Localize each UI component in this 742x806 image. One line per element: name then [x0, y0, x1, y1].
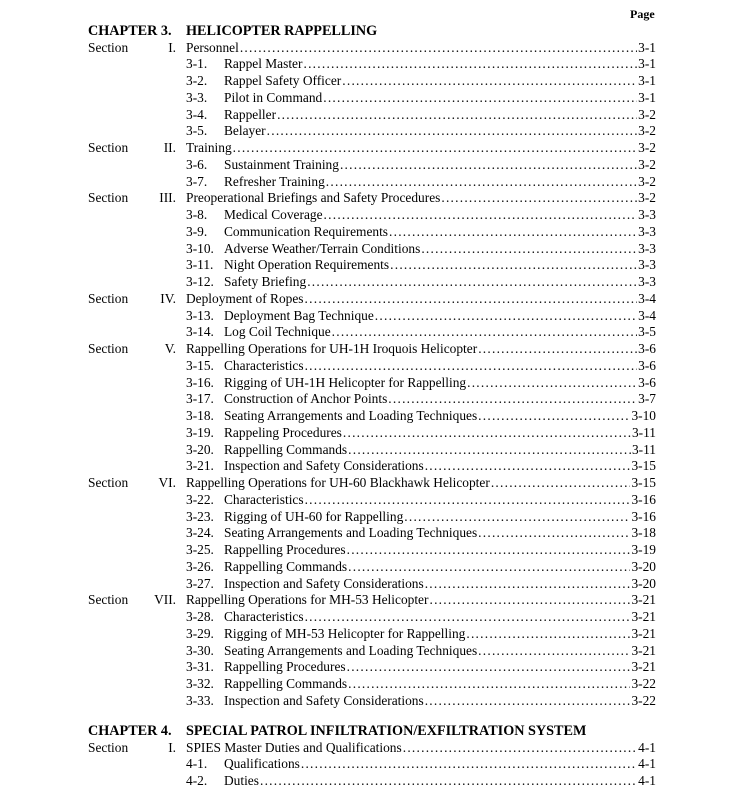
entry-title: SPIES Master Duties and Qualifications	[186, 739, 402, 755]
toc-item-row[interactable]	[88, 525, 656, 542]
item-number: 3-9.	[186, 223, 208, 239]
section-row[interactable]	[88, 40, 656, 57]
item-number: 3-1.	[186, 56, 208, 72]
page-number: 3-16	[631, 508, 656, 524]
toc-item-row[interactable]	[88, 257, 656, 274]
section-number: II.	[163, 140, 176, 155]
page-number: 3-19	[631, 542, 656, 557]
section-number: VI.	[158, 475, 176, 490]
dot-leader	[301, 756, 637, 773]
dot-leader	[375, 308, 637, 325]
page-number: 3-2	[638, 140, 656, 155]
toc-entry	[186, 659, 656, 676]
toc-entry	[186, 190, 656, 207]
item-number: 3-28.	[186, 609, 214, 624]
page-number: 3-1	[638, 39, 656, 55]
entry-title: Rappelling Operations for MH-53 Helicopter	[186, 592, 429, 608]
toc-entry	[186, 375, 656, 392]
toc-item-row[interactable]	[88, 207, 656, 224]
page-number: 4-1	[638, 773, 656, 788]
toc-item-row[interactable]	[88, 123, 656, 140]
section-row[interactable]	[88, 592, 656, 609]
entry-title: Pilot in Command	[224, 89, 323, 105]
page-number: 3-6	[638, 341, 656, 356]
toc-entry	[186, 740, 656, 757]
toc-item-row[interactable]	[88, 241, 656, 258]
toc-item-row[interactable]	[88, 626, 656, 643]
toc-entry	[186, 559, 656, 576]
page-number: 3-18	[631, 525, 656, 541]
section-row[interactable]	[88, 140, 656, 157]
dot-leader	[307, 274, 637, 291]
page-number: 3-22	[631, 676, 656, 691]
item-number: 3-23.	[186, 508, 214, 524]
toc-entry	[186, 291, 656, 308]
item-number: 3-32.	[186, 676, 214, 691]
dot-leader	[491, 475, 631, 492]
item-number: 4-1.	[186, 756, 208, 772]
toc-item-row[interactable]	[88, 375, 656, 392]
section-number: VII.	[154, 592, 176, 608]
toc-item-row[interactable]	[88, 274, 656, 291]
toc-entry	[186, 140, 656, 157]
toc-item-row[interactable]	[88, 391, 656, 408]
toc-item-row[interactable]	[88, 773, 656, 790]
dot-leader	[347, 542, 631, 559]
item-number: 3-17.	[186, 391, 214, 407]
dot-leader	[342, 73, 637, 90]
item-number: 3-2.	[186, 73, 208, 88]
page-number: 3-21	[631, 625, 656, 641]
page-number: 3-2	[638, 123, 656, 139]
page-number: 3-4	[638, 290, 656, 306]
toc-item-row[interactable]	[88, 425, 656, 442]
page-number: 3-3	[638, 223, 656, 239]
toc-item-row[interactable]	[88, 458, 656, 475]
toc-entry	[186, 525, 656, 542]
entry-title: Characteristics	[224, 357, 304, 373]
section-number: IV.	[160, 290, 176, 306]
entry-title: Characteristics	[224, 609, 304, 624]
item-number: 3-18.	[186, 408, 214, 423]
entry-title: Duties	[224, 773, 259, 788]
section-number: I.	[168, 739, 176, 755]
item-number: 3-14.	[186, 324, 214, 340]
page-number: 3-22	[631, 692, 656, 708]
entry-title: Qualifications	[224, 756, 300, 772]
page-number: 3-15	[631, 458, 656, 474]
entry-title: Log Coil Technique	[224, 324, 331, 340]
entry-title: Rappelling Commands	[224, 441, 348, 457]
page-number: 3-20	[631, 575, 656, 591]
toc-entry	[186, 492, 656, 509]
toc-entry	[186, 324, 656, 341]
chapter-title: SPECIAL PATROL INFILTRATION/EXFILTRATION SYSTEM	[186, 723, 587, 739]
toc-item-row[interactable]	[88, 676, 656, 693]
dot-leader	[467, 375, 637, 392]
item-number: 3-7.	[186, 173, 208, 189]
entry-title: Rappelling Commands	[224, 558, 348, 574]
section-label: Section	[88, 341, 129, 356]
entry-title: Rigging of UH-60 for Rappelling	[224, 508, 404, 524]
toc-item-row[interactable]	[88, 643, 656, 660]
entry-title: Night Operation Requirements	[224, 257, 390, 273]
item-number: 3-24.	[186, 525, 214, 541]
toc-item-row[interactable]	[88, 659, 656, 676]
dot-leader	[324, 207, 638, 224]
dot-leader	[389, 224, 637, 241]
section-label: Section	[88, 39, 129, 55]
dot-leader	[421, 241, 637, 258]
dot-leader	[348, 676, 630, 693]
section-row[interactable]	[88, 341, 656, 358]
dot-leader	[425, 693, 631, 710]
dot-leader	[388, 391, 637, 408]
toc-entry	[186, 626, 656, 643]
page-number: 3-6	[638, 374, 656, 390]
item-number: 3-13.	[186, 307, 214, 323]
page-number: 3-2	[638, 173, 656, 189]
item-number: 3-11.	[186, 257, 214, 273]
toc-entry	[186, 358, 656, 375]
entry-title: Communication Requirements	[224, 223, 389, 239]
toc-entry	[186, 442, 656, 459]
dot-leader	[260, 773, 637, 790]
dot-leader	[240, 40, 637, 57]
dot-leader	[332, 324, 637, 341]
dot-leader	[478, 525, 630, 542]
item-number: 3-6.	[186, 156, 208, 172]
section-number: V.	[164, 341, 176, 356]
entry-title: Rigging of MH-53 Helicopter for Rappelling	[224, 625, 466, 641]
dot-leader	[340, 157, 637, 174]
toc-item-row[interactable]	[88, 542, 656, 559]
entry-title: Rappeller	[224, 106, 277, 122]
dot-leader	[478, 341, 637, 358]
page-number: 3-21	[631, 659, 656, 675]
item-number: 3-31.	[186, 659, 214, 675]
page-number: 3-3	[638, 274, 656, 289]
toc-item-row[interactable]	[88, 358, 656, 375]
item-number: 3-22.	[186, 491, 214, 507]
toc-entry	[186, 123, 656, 140]
dot-leader	[305, 609, 631, 626]
section-label: Section	[88, 290, 129, 306]
entry-title: Personnel	[186, 39, 239, 55]
section-label: Section	[88, 475, 129, 490]
toc-item-row[interactable]	[88, 174, 656, 191]
chapter-heading	[88, 722, 586, 740]
entry-title: Rappelling Operations for UH-1H Iroquois Helicopter	[186, 341, 478, 356]
toc-item-row[interactable]	[88, 107, 656, 124]
entry-title: Inspection and Safety Considerations	[224, 575, 424, 591]
toc-entry	[186, 341, 656, 358]
page-number: 3-20	[631, 558, 656, 574]
section-row[interactable]	[88, 475, 656, 492]
entry-title: Deployment Bag Technique	[224, 307, 374, 323]
dot-leader	[429, 592, 630, 609]
section-row[interactable]	[88, 190, 656, 207]
toc-item-row[interactable]	[88, 324, 656, 341]
entry-title: Inspection and Safety Considerations	[224, 458, 424, 474]
dot-leader	[348, 559, 630, 576]
toc-entry	[186, 90, 656, 107]
page-number: 3-3	[638, 240, 656, 256]
page-number: 3-3	[638, 257, 656, 273]
dot-leader	[343, 425, 631, 442]
page-number: 3-4	[638, 307, 656, 323]
toc-entry	[186, 174, 656, 191]
toc-entry	[186, 157, 656, 174]
dot-leader	[303, 56, 637, 73]
toc-entry	[186, 274, 656, 291]
entry-title: Deployment of Ropes	[186, 290, 304, 306]
item-number: 3-3.	[186, 89, 208, 105]
page-number: 4-1	[638, 756, 656, 772]
page-number: 3-21	[631, 609, 656, 624]
entry-title: Seating Arrangements and Loading Techniques	[224, 642, 478, 658]
toc-entry	[186, 391, 656, 408]
toc-item-row[interactable]	[88, 308, 656, 325]
entry-title: Inspection and Safety Considerations	[224, 692, 424, 708]
entry-title: Rappeling Procedures	[224, 424, 342, 440]
toc-item-row[interactable]	[88, 408, 656, 425]
toc-item-row[interactable]	[88, 576, 656, 593]
toc-entry	[186, 40, 656, 57]
entry-title: Preoperational Briefings and Safety Procedures	[186, 190, 441, 206]
toc-item-row[interactable]	[88, 559, 656, 576]
page-number: 3-2	[638, 156, 656, 172]
entry-title: Rappelling Operations for UH-60 Blackhawk Helicopter	[186, 475, 490, 490]
page-number: 3-2	[638, 190, 656, 206]
toc-entry	[186, 475, 656, 492]
toc-item-row[interactable]	[88, 157, 656, 174]
page-number: 3-2	[638, 106, 656, 122]
toc-item-row[interactable]	[88, 90, 656, 107]
dot-leader	[347, 659, 631, 676]
dot-leader	[305, 358, 638, 375]
item-number: 3-8.	[186, 207, 208, 222]
item-number: 3-33.	[186, 692, 214, 708]
section-label: Section	[88, 739, 129, 755]
page-number: 3-3	[638, 207, 656, 222]
dot-leader	[478, 408, 630, 425]
dot-leader	[390, 257, 637, 274]
chapter-title: HELICOPTER RAPPELLING	[186, 23, 378, 39]
toc-item-row[interactable]	[88, 56, 656, 73]
item-number: 3-26.	[186, 558, 214, 574]
toc-entry	[186, 773, 656, 790]
toc-item-row[interactable]	[88, 609, 656, 626]
entry-title: Safety Briefing	[224, 274, 307, 289]
toc-entry	[186, 676, 656, 693]
toc-item-row[interactable]	[88, 442, 656, 459]
toc-item-row[interactable]	[88, 756, 656, 773]
dot-leader	[425, 576, 631, 593]
section-label: Section	[88, 190, 129, 206]
toc-entry	[186, 56, 656, 73]
item-number: 3-5.	[186, 123, 208, 139]
page-number: 3-7	[638, 391, 656, 407]
item-number: 3-25.	[186, 542, 214, 557]
entry-title: Medical Coverage	[224, 207, 323, 222]
item-number: 3-30.	[186, 642, 214, 658]
item-number: 3-21.	[186, 458, 214, 474]
dot-leader	[348, 442, 631, 459]
toc-entry	[186, 207, 656, 224]
toc-entry	[186, 408, 656, 425]
section-number: III.	[159, 190, 176, 206]
toc-entry	[186, 609, 656, 626]
entry-title: Refresher Training	[224, 173, 325, 189]
page-number: 3-6	[638, 357, 656, 373]
item-number: 3-16.	[186, 374, 214, 390]
dot-leader	[305, 291, 638, 308]
page-number: 3-15	[631, 475, 656, 490]
dot-leader	[305, 492, 631, 509]
entry-title: Rappelling Commands	[224, 676, 348, 691]
page-number: 3-21	[631, 642, 656, 658]
page-number: 3-1	[638, 73, 656, 88]
item-number: 3-27.	[186, 575, 214, 591]
dot-leader	[478, 643, 630, 660]
chapter-heading	[88, 22, 377, 40]
entry-title: Construction of Anchor Points	[224, 391, 388, 407]
toc-item-row[interactable]	[88, 492, 656, 509]
toc-entry	[186, 542, 656, 559]
page-number: 4-1	[638, 739, 656, 755]
item-number: 3-10.	[186, 240, 214, 256]
section-label: Section	[88, 140, 129, 155]
toc-entry	[186, 425, 656, 442]
dot-leader	[233, 140, 638, 157]
page-number: 3-1	[638, 56, 656, 72]
dot-leader	[403, 740, 637, 757]
entry-title: Seating Arrangements and Loading Techniques	[224, 408, 478, 423]
item-number: 3-4.	[186, 106, 208, 122]
section-row[interactable]	[88, 740, 656, 757]
entry-title: Sustainment Training	[224, 156, 339, 172]
entry-title: Training	[186, 140, 232, 155]
dot-leader	[404, 509, 630, 526]
dot-leader	[425, 458, 631, 475]
dot-leader	[277, 107, 637, 124]
entry-title: Rigging of UH-1H Helicopter for Rappelling	[224, 374, 467, 390]
entry-title: Rappelling Procedures	[224, 542, 346, 557]
dot-leader	[267, 123, 638, 140]
item-number: 4-2.	[186, 773, 208, 788]
page-number: 3-11	[631, 424, 656, 440]
entry-title: Rappelling Procedures	[224, 659, 346, 675]
dot-leader	[441, 190, 637, 207]
dot-leader	[326, 174, 637, 191]
section-row[interactable]	[88, 291, 656, 308]
entry-title: Adverse Weather/Terrain Conditions	[224, 240, 421, 256]
page-number: 3-16	[631, 491, 656, 507]
item-number: 3-12.	[186, 274, 214, 289]
chapter-number: CHAPTER 3.	[88, 23, 172, 39]
page-column-label: Page	[630, 7, 655, 21]
entry-title: Rappel Master	[224, 56, 303, 72]
entry-title: Belayer	[224, 123, 266, 139]
page-number: 3-5	[638, 324, 656, 340]
toc-entry	[186, 107, 656, 124]
toc-entry	[186, 308, 656, 325]
entry-title: Characteristics	[224, 491, 304, 507]
toc-entry	[186, 458, 656, 475]
item-number: 3-15.	[186, 357, 214, 373]
dot-leader	[323, 90, 637, 107]
toc-entry	[186, 576, 656, 593]
toc-entry	[186, 592, 656, 609]
section-number: I.	[168, 39, 176, 55]
toc-item-row[interactable]	[88, 224, 656, 241]
toc-entry	[186, 257, 656, 274]
toc-entry	[186, 693, 656, 710]
toc-entry	[186, 224, 656, 241]
page-number: 3-11	[631, 441, 656, 457]
toc-entry	[186, 756, 656, 773]
toc-entry	[186, 643, 656, 660]
dot-leader	[466, 626, 630, 643]
page-number: 3-10	[631, 408, 656, 423]
toc-item-row[interactable]	[88, 73, 656, 90]
item-number: 3-29.	[186, 625, 214, 641]
item-number: 3-19.	[186, 424, 214, 440]
toc-item-row[interactable]	[88, 693, 656, 710]
page-number: 3-1	[638, 89, 656, 105]
toc-entry	[186, 73, 656, 90]
toc-item-row[interactable]	[88, 509, 656, 526]
toc-entry	[186, 241, 656, 258]
entry-title: Rappel Safety Officer	[224, 73, 342, 88]
page-number: 3-21	[631, 592, 656, 608]
toc-entry	[186, 509, 656, 526]
section-label: Section	[88, 592, 129, 608]
entry-title: Seating Arrangements and Loading Techniques	[224, 525, 478, 541]
chapter-number: CHAPTER 4.	[88, 723, 172, 739]
item-number: 3-20.	[186, 441, 214, 457]
